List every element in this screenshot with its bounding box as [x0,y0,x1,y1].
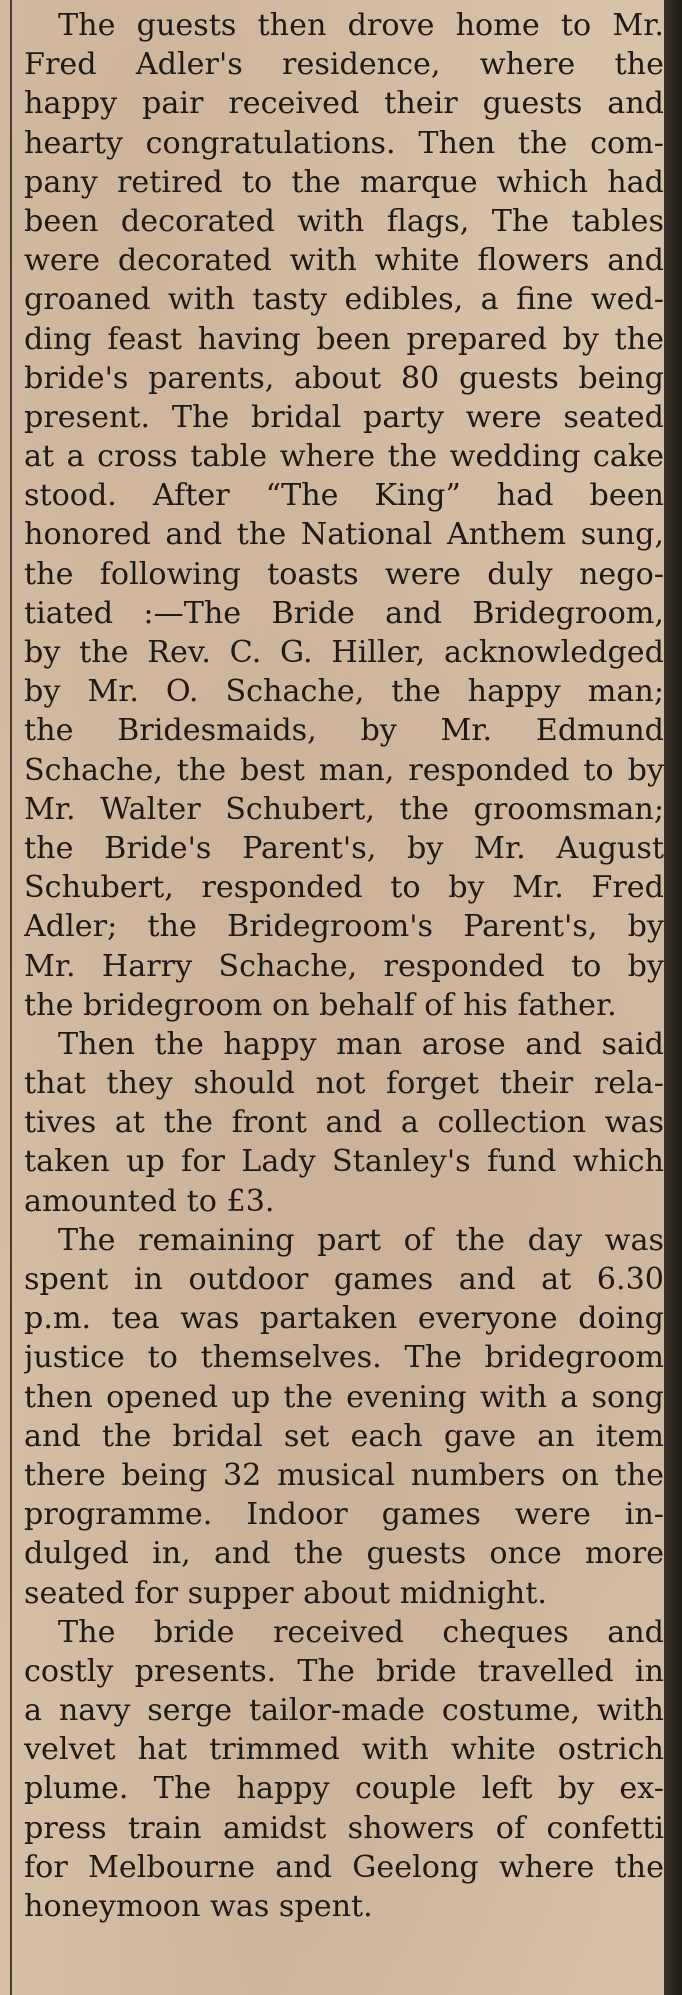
text-line: at a cross table where the wedding cake [24,439,664,475]
paragraph [24,6,664,1025]
text-line: there being 32 musical numbers on the [24,1457,664,1493]
text-line: seated for supper about midnight. [24,1575,547,1611]
text-line: bride's parents, about 80 guests being [24,360,664,396]
text-line: Mr. Harry Schache, responded to by [24,948,664,984]
text-line: honeymoon was spent. [24,1889,373,1924]
text-line: the Bridesmaids, by Mr. Edmund [24,713,664,749]
text-line: present. The bridal party were seated [24,399,664,435]
text-line: Schubert, responded to by Mr. Fred [24,870,664,906]
text-line: costly presents. The bride travelled in [24,1653,664,1689]
text-line: that they should not forget their rela- [24,1066,664,1102]
column-rule [10,0,12,1995]
text-line: the bridegroom on behalf of his father. [24,987,617,1023]
text-line: hearty congratulations. Then the com- [24,125,664,161]
text-line: Schache, the best man, responded to by [24,752,664,788]
text-line: amounted to £3. [24,1183,275,1219]
text-line: groaned with tasty edibles, a fine wed- [24,282,664,318]
text-line: happy pair received their guests and [24,86,664,122]
text-line: the Bride's Parent's, by Mr. August [24,830,664,866]
text-line: pany retired to the marque which had [24,164,664,200]
text-line: ding feast having been prepared by the [24,321,664,357]
text-line: The guests then drove home to Mr. [58,8,664,43]
text-line: The remaining part of the day was [58,1222,664,1258]
text-line: tives at the front and a collection was [24,1105,664,1141]
text-line: tiated :—The Bride and Bridegroom, [24,595,664,631]
text-line: spent in outdoor games and at 6.30 [24,1262,664,1297]
text-line: been decorated with flags, The tables [24,203,664,239]
text-line: the following toasts were duly nego- [24,556,664,592]
paragraph [24,1613,664,1927]
text-line: dulged in, and the guests once more [24,1536,664,1572]
text-line: for Melbourne and Geelong where the [24,1849,664,1885]
text-line: The bride received cheques and [58,1614,664,1650]
text-line: velvet hat trimmed with white ostrich [24,1732,664,1768]
text-line: Mr. Walter Schubert, the groomsman; [24,791,664,827]
text-line: justice to themselves. The bridegroom [24,1340,664,1376]
text-line: and the bridal set each gave an item [24,1418,664,1454]
text-line: honored and the National Anthem sung, [24,517,664,553]
text-line: plume. The happy couple left by ex- [24,1771,664,1807]
text-line: Then the happy man arose and said [58,1026,664,1062]
text-line: by the Rev. C. G. Hiller, acknowledged [24,635,664,670]
text-line: programme. Indoor games were in- [24,1497,664,1533]
text-line: press train amidst showers of confetti [24,1810,664,1846]
text-line: Adler; the Bridegroom's Parent's, by [24,909,664,945]
text-line: Fred Adler's residence, where the [24,47,664,83]
paragraph [24,1221,664,1613]
text-line: were decorated with white flowers and [24,243,664,279]
paragraph [24,1025,664,1221]
text-line: taken up for Lady Stanley's fund which [24,1144,664,1180]
text-line: then opened up the evening with a song [24,1379,664,1415]
text-line: p.m. tea was partaken everyone doing [24,1301,664,1337]
text-line: stood. After “The King” had been [24,478,664,514]
text-line: by Mr. O. Schache, the happy man; [24,674,664,710]
text-line: a navy serge tailor-made costume, with [24,1693,664,1729]
article-body [24,6,664,1926]
scan-edge [664,0,682,1995]
